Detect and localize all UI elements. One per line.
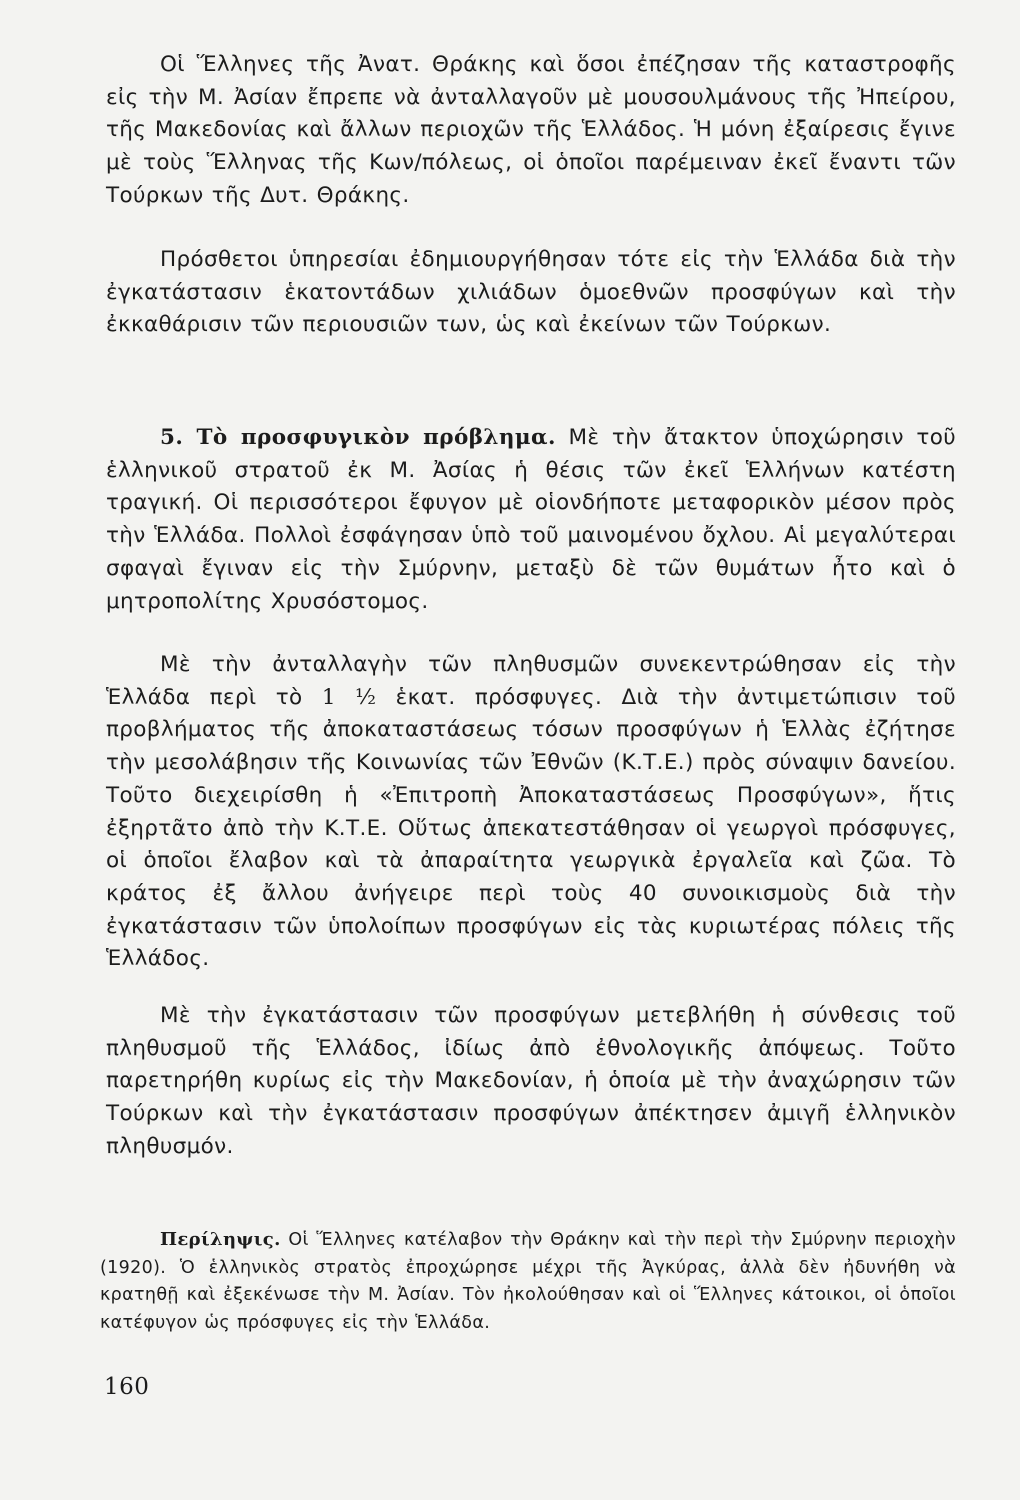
population-exchange-body: ἑκατ. πρόσφυγες. Διὰ τὴν ἀντιμετώπισιν τοῦ προβλήματος τῆς ἀποκαταστάσεως τόσων προσφύγων ἡ Ἑλλὰς ἐζήτησε τὴν μεσολάβησιν τῆς Κοινωνίας τῶν Ἐθνῶν (Κ.Τ.Ε.) πρὸς σύναψιν δανείου. Τοῦτο διεχειρίσθη ἡ «Ἐπιτροπὴ Ἀποκαταστάσεως Προσφύγων», ἥτις ἐξηρτᾶτο ἀπὸ τὴν Κ.Τ.Ε. Οὕτως ἀπεκατεστάθησαν οἱ γεωργοὶ πρόσφυγες, οἱ ὁποῖοι ἔλαβον καὶ τὰ ἀπαραίτητα γεωργικὰ ἐργαλεῖα καὶ ζῶα. Τὸ κράτος ἐξ ἄλλου ἀνήγειρε περὶ τοὺς 40 συνοικισμοὺς διὰ τὴν ἐγκατάστασιν τῶν ὑπολοίπων προσφύγων εἰς τὰς κυριωτέρας πόλεις τῆς Ἑλλάδος. [106, 684, 957, 972]
paragraph-population-composition: Μὲ τὴν ἐγκατάστασιν τῶν προσφύγων μετεβλήθη ἡ σύνθεσις τοῦ πληθυσμοῦ τῆς Ἑλλάδος, ἰδίως ἀπὸ ἐθνολογικῆς ἀπόψεως. Τοῦτο παρετηρήθη κυρίως εἰς τὴν Μακεδονίαν, ἡ ὁποία μὲ τὴν ἀναχώρησιν τῶν Τούρκων καὶ τὴν ἐγκατάστασιν προσφύγων ἀπέκτησεν ἀμιγῆ ἑλληνικὸν πληθυσμόν. [106, 1003, 956, 1159]
paragraph-refugee-problem [106, 422, 956, 618]
summary-text: Οἱ Ἕλληνες κατέλαβον τὴν Θράκην καὶ τὴν περὶ τὴν Σμύρνην περιοχὴν (1920). Ὁ ἑλληνικὸς στρατὸς ἐπροχώρησε μέχρι τῆς Ἀγκύρας, ἀλλὰ δὲν ἠδυνήθη νὰ κρατηθῇ καὶ ἐξεκένωσε τὴν Μ. Ἀσίαν. Τὸν ἠκολούθησαν καὶ οἱ Ἕλληνες κάτοικοι, οἱ ὁποῖοι κατέφυγον ὡς πρόσφυγες εἰς τὴν Ἑλλάδα. [100, 1230, 956, 1333]
summary-label: Περίληψις. [160, 1229, 281, 1250]
section-heading: 5. Τὸ προσφυγικὸν πρόβλημα. [160, 425, 556, 450]
paragraph-population-exchange [106, 649, 956, 976]
page-number: 160 [104, 1374, 150, 1400]
paragraph-additional-services: Πρόσθετοι ὑπηρεσίαι ἐδημιουργήθησαν τότε εἰς τὴν Ἑλλάδα διὰ τὴν ἐγκατάστασιν ἑκατοντάδων χιλιάδων ὁμοεθνῶν προσφύγων καὶ τὴν ἐκκαθάρισιν τῶν περιουσιῶν των, ὡς καὶ ἐκείνων τῶν Τούρκων. [106, 247, 956, 338]
population-exchange-intro: Μὲ τὴν ἀνταλλαγὴν τῶν πληθυσμῶν συνεκεντρώθησαν εἰς τὴν Ἑλλάδα περὶ τὸ [106, 652, 956, 710]
paragraph-thrace-exchange: Οἱ Ἕλληνες τῆς Ἀνατ. Θράκης καὶ ὅσοι ἐπέζησαν τῆς καταστροφῆς εἰς τὴν Μ. Ἀσίαν ἔπρεπε νὰ ἀνταλλαγοῦν μὲ μουσουλμάνους τῆς Ἠπείρου, τῆς Μακεδονίας καὶ ἄλλων περιοχῶν τῆς Ἑλλάδος. Ἡ μόνη ἐξαίρεσις ἔγινε μὲ τοὺς Ἕλληνας τῆς Κων/πόλεως, οἱ ὁποῖοι παρέμειναν ἐκεῖ ἔναντι τῶν Τούρκων τῆς Δυτ. Θράκης. [106, 52, 956, 208]
refugee-problem-body: Μὲ τὴν ἄτακτον ὑποχώρησιν τοῦ ἑλληνικοῦ στρατοῦ ἐκ Μ. Ἀσίας ἡ θέσις τῶν ἐκεῖ Ἑλλήνων κατέστη τραγική. Οἱ περισσότεροι ἔφυγον μὲ οἱονδήποτε μεταφορικὸν μέσον πρὸς τὴν Ἑλλάδα. Πολλοὶ ἐσφάγησαν ὑπὸ τοῦ μαινομένου ὄχλου. Αἱ μεγαλύτεραι σφαγαὶ ἔγιναν εἰς τὴν Σμύρνην, μεταξὺ δὲ τῶν θυμάτων ἦτο καὶ ὁ μητροπολίτης Χρυσόστομος. [106, 425, 956, 614]
summary-block [100, 1226, 956, 1337]
refugee-count: 1 ½ [321, 684, 377, 710]
